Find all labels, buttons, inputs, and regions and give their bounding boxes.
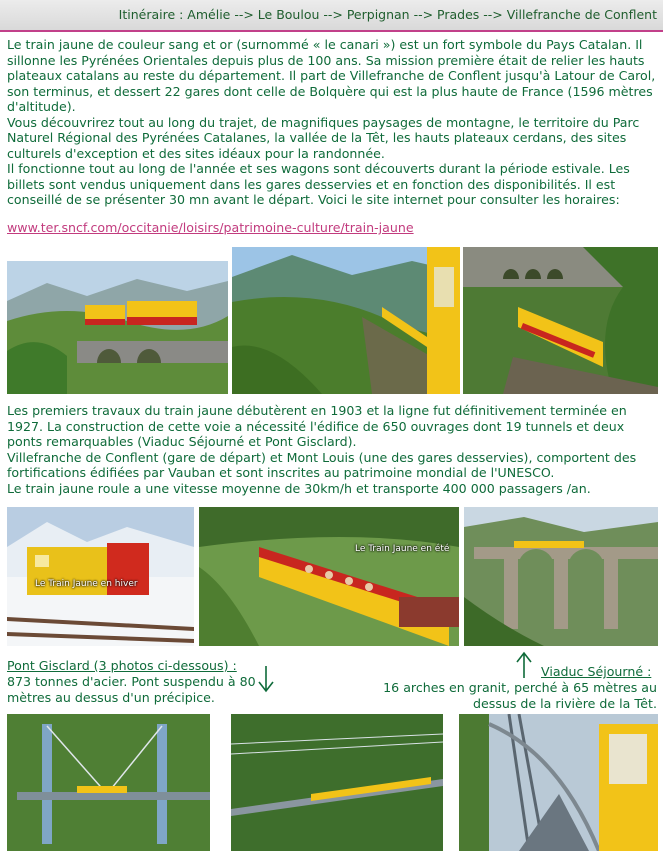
caption-winter: Le Train Jaune en hiver — [35, 579, 138, 589]
header-bar — [0, 0, 663, 30]
down-arrow-icon — [256, 664, 276, 694]
viaduc-sejourne-title: Viaduc Séjourné : — [541, 664, 652, 679]
caption-summer: Le Train Jaune en été — [355, 544, 450, 554]
photo-train-winter — [7, 507, 194, 646]
photo-train-bridge-tunnel — [463, 247, 658, 394]
photo-train-summer — [199, 507, 459, 646]
photo-train-on-viaduct — [7, 261, 228, 394]
horaires-link[interactable]: www.ter.sncf.com/occitanie/loisirs/patrimoine-culture/train-jaune — [7, 220, 414, 235]
header-divider — [0, 30, 663, 32]
photo-pont-gisclard-2 — [231, 714, 443, 851]
photo-viaduc-sejourne — [464, 507, 658, 646]
itinerary-text: Itinéraire : Amélie --> Le Boulou --> Perpignan --> Prades --> Villefranche de Conflent — [118, 7, 657, 22]
viaduc-sejourne-text: 16 arches en granit, perché à 65 mètres au dessus de la rivière de la Têt. — [383, 680, 657, 711]
photo-pont-gisclard-3 — [459, 714, 658, 851]
photo-pont-gisclard-1 — [7, 714, 210, 851]
history-paragraph: Les premiers travaux du train jaune débutèrent en 1903 et la ligne fut définitivement terminée en 1927. La construction de cette voie a nécessité l'édifice de 650 ouvrages dont 19 tunnels et deux ponts remarquables (Viaduc Séjourné et Pont Gisclard). Villefranche de Conflent (gare de départ) et Mont Louis (une des gares desservies), comportent des fortifications édifiées par Vauban et sont inscrites au patrimoine mondial de l'UNESCO. Le train jaune roule a une vitesse moyenne de 30km/h et transporte 400 000 passagers /an. — [7, 403, 637, 496]
pont-gisclard-title: Pont Gisclard (3 photos ci-dessous) : — [7, 658, 237, 673]
pont-gisclard-text: 873 tonnes d'acier. Pont suspendu à 80 mètres au dessus d'un précipice. — [7, 674, 256, 705]
intro-paragraph: Le train jaune de couleur sang et or (surnommé « le canari ») est un fort symbole du Pays Catalan. Il sillonne les Pyrénées Orientales depuis plus de 100 ans. Sa mission première était de relier les hauts plateaux catalans au reste du département. Il part de Villefranche de Conflent jusqu'à Latour de Carol, son terminus, et dessert 22 gares dont celle de Bolquère qui est la plus haute de France (1596 mètres d'altitude). Vous découvrirez tout au long du trajet, de magnifiques paysages de montagne, le territoire du Parc Naturel Régional des Pyrénées Catalanes, la vallée de la Têt, les hauts plateaux cerdans, des sites culturels d'exception et des sites idéaux pour la randonnée. Il fonctionne tout au long de l'année et ses wagons sont découverts durant la période estivale. Les billets sont vendus uniquement dans les gares desservies et en fonction des disponibilités. Il est conseillé de se présenter 30 mn avant le départ. Voici le site internet pour consulter les horaires: — [7, 37, 656, 207]
up-arrow-icon — [514, 650, 534, 680]
photo-train-mountain — [232, 247, 460, 394]
